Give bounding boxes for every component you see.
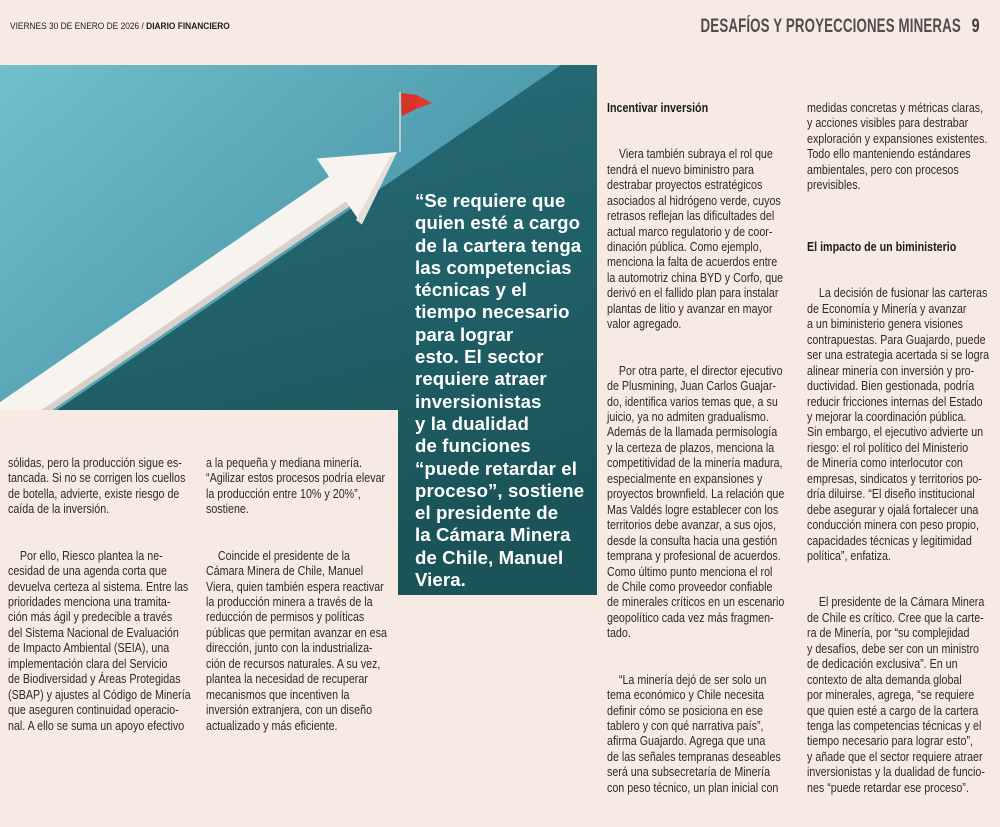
page-number: 9 (972, 16, 980, 37)
paragraph: El presidente de la Cámara Minera de Chile es crítico. Cree que la carte- ra de Minería, por “su complejidad y desafíos, debe ser con un ministro de dedicación exclusiva”. En un contexto de alta demanda global por minerales, agrega, “se requiere que quien esté a cargo de la cartera tenga las competencias técnicas y el tiempo necesario para lograr esto”, y añade que el sector requiere atraer inversionistas y la dualidad de funcio- nes “puede retardar ese proceso”. (807, 595, 985, 795)
paragraph: Coincide el presidente de la Cámara Minera de Chile, Manuel Viera, quien también espera reactivar la producción minera a través de la reducción de permisos y políticas públicas que permitan avanzar en esa dirección, junto con la industrializa- ción de recursos naturales. A su vez, plantea la necesidad de recuperar mecanismos que incentiven la inversión extranjera, con un diseño actualizado y más eficiente. (206, 548, 387, 733)
paragraph: a la pequeña y mediana minería. “Agilizar estos procesos podría elevar la producción entre 10% y 20%”, sostiene. (206, 455, 386, 517)
paragraph: La decisión de fusionar las carteras de Economía y Minería y avanzar a un biministerio genera visiones contrapuestas. Para Guajardo, puede ser una estrategia acertada si se logra alinear minería con inversión y pro- ductividad. Bien gestionada, podría reducir fricciones internas del Estado y mejorar la coordinación pública. Sin embargo, el ejecutivo advierte un riesgo: el rol político del Ministerio de Minería como interlocutor con empresas, sindicatos y territorios po- dría diluirse. “El diseño institucional debe asegurar y ojalá fortalecer una conducción minera con peso propio, capacidades técnicas y legitimidad política”, enfatiza. (807, 286, 990, 564)
header-dateline (10, 21, 230, 33)
header-paper-name: DIARIO FINANCIERO (146, 21, 230, 32)
article-column-3 (607, 70, 794, 827)
paragraph: Viera también subraya el rol que tendrá el nuevo biministro para destrabar proyectos estratégicos asociados al hidrógeno verde, cuyos retrasos reflejan las dificultades del actual marco regulatorio y de coor- dinación pública. Como ejemplo, menciona la falta de acuerdos entre la automotriz china BYD y Corfo, que derivó en el fallido plan para instalar plantas de litio y avanzar en mayor valor agregado. (607, 147, 784, 332)
subheading-impacto-biministerio: El impacto de un biministerio (807, 239, 957, 254)
paragraph: Por otra parte, el director ejecutivo de Plusmining, Juan Carlos Guajar- do, identifica varios temas que, a su juicio, ya no admiten gradualismo. Además de la llamada permisología y la certeza de plazos, menciona la competitividad de la minería madura, especialmente en expansiones y proyectos brownfield. La relación que Mas Valdés logre establecer con los territorios debe avanzar, a sus ojos, desde la consulta hacia una gestión temprana y profesional de acuerdos. Como último punto menciona el rol de Chile como proveedor confiable de minerales críticos en un escenario geopolítico cada vez más fragmen- tado. (607, 363, 785, 641)
article-column-2 (206, 425, 393, 765)
paragraph: sólidas, pero la producción sigue es- tancada. Si no se corrigen los cuellos de botella, advierte, existe riesgo de caída de la inversión. (8, 455, 186, 517)
paragraph: medidas concretas y métricas claras, y acciones visibles para destrabar exploración y expansiones existentes. Todo ello manteniendo estándares ambientales, pero con procesos previsibles. (807, 100, 988, 193)
pull-quote: “Se requiere que quien esté a cargo de la cartera tenga las competencias técnicas y el tiempo necesario para lograr esto. El sector requiere atraer inversionistas y la dualidad de funciones “puede retardar el proceso”, sostiene el presidente de la Cámara Minera de Chile, Manuel Viera. (415, 190, 585, 591)
section-title: DESAFÍOS Y PROYECCIONES MINERAS (700, 16, 961, 37)
article-column-1 (8, 425, 195, 765)
paragraph: “La minería dejó de ser solo un tema económico y Chile necesita definir cómo se posiciona en ese tablero y con qué narrativa país”, afirma Guajardo. Agrega que una de las señales tempranas deseables será una subsecretaría de Minería con peso técnico, un plan inicial con (607, 672, 781, 795)
subheading-incentivar-inversion: Incentivar inversión (607, 100, 709, 115)
header-separator: / (141, 21, 144, 32)
header-date: VIERNES 30 DE ENERO DE 2026 (10, 21, 140, 32)
article-column-4 (807, 70, 994, 827)
paragraph: Por ello, Riesco plantea la ne- cesidad de una agenda corta que devuelva certeza al sistema. Entre las prioridades menciona una tramita- ción más ágil y predecible a través del Sistema Nacional de Evaluación de Impacto Ambiental (SEIA), una implementación clara del Servicio de Biodiversidad y Áreas Protegidas (SBAP) y ajustes al Código de Minería que aseguren continuidad operacio- nal. A ello se suma un apoyo efectivo (8, 548, 191, 733)
